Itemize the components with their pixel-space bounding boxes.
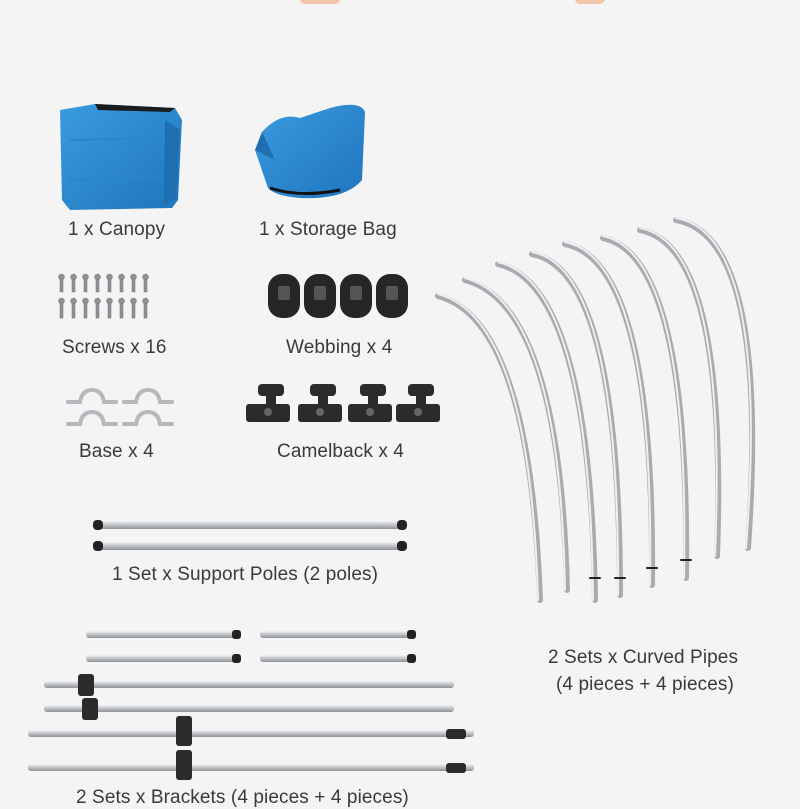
curved-pipes-label-line2: (4 pieces + 4 pieces) [556,674,734,695]
curved-pipes-label-line1: 2 Sets x Curved Pipes [548,647,739,668]
support-poles-image [93,520,407,551]
webbing-image [268,274,408,318]
brackets-image [28,630,474,780]
storage-bag-image [255,105,365,198]
screws-label: Screws x 16 [62,337,167,358]
base-clips-image [68,390,172,424]
screws-image [59,274,149,318]
storage-bag-label: 1 x Storage Bag [259,219,397,240]
canopy-image [60,104,182,210]
support-poles-label: 1 Set x Support Poles (2 poles) [112,564,379,585]
brackets-label: 2 Sets x Brackets (4 pieces + 4 pieces) [76,787,409,808]
webbing-label: Webbing x 4 [286,337,393,358]
camelback-image [246,384,440,422]
camelback-label: Camelback x 4 [277,441,404,462]
canopy-label: 1 x Canopy [68,219,166,240]
curved-pipes-image [438,218,752,600]
base-label: Base x 4 [79,441,154,462]
